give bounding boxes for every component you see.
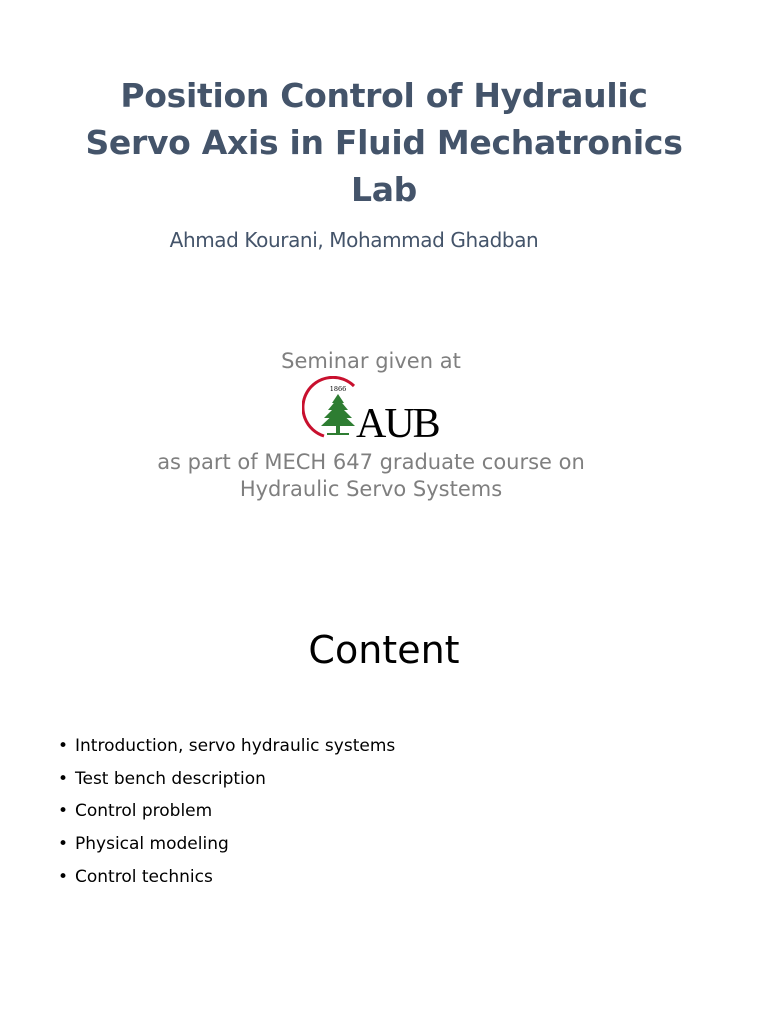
list-item-text: Test bench description	[75, 768, 266, 789]
bullet-icon: •	[58, 768, 69, 789]
logo-text: AUB	[356, 401, 439, 442]
cedar-tree-icon	[321, 394, 355, 435]
course-line: as part of MECH 647 graduate course on	[157, 450, 585, 474]
authors: Ahmad Kourani, Mohammad Ghadban	[169, 228, 539, 252]
list-item	[58, 795, 395, 828]
list-item-text: Control technics	[75, 866, 213, 887]
title-line: Position Control of Hydraulic	[120, 76, 648, 115]
content-slide	[0, 600, 768, 1024]
course-description	[0, 449, 742, 503]
bullet-icon: •	[58, 834, 69, 855]
list-item	[58, 828, 395, 861]
logo-year: 1866	[329, 385, 347, 393]
bullet-icon: •	[58, 736, 69, 756]
content-title: Content	[308, 628, 460, 672]
list-item-text: Control problem	[75, 801, 213, 822]
aub-logo	[302, 376, 442, 442]
title-line: Lab	[350, 170, 418, 209]
seminar-text: Seminar given at	[281, 349, 461, 373]
list-item	[58, 861, 395, 894]
list-item	[58, 763, 395, 796]
presentation-title	[40, 72, 728, 213]
course-line: Hydraulic Servo Systems	[239, 477, 503, 501]
list-item-text: Physical modeling	[75, 834, 229, 855]
list-item-text: Introduction, servo hydraulic systems	[75, 736, 396, 756]
title-line: Servo Axis in Fluid Mechatronics	[85, 123, 683, 162]
bullet-icon: •	[58, 866, 69, 887]
bullet-icon: •	[58, 801, 69, 822]
logo-arc	[303, 377, 354, 436]
content-list	[58, 730, 395, 893]
list-item	[58, 730, 395, 763]
